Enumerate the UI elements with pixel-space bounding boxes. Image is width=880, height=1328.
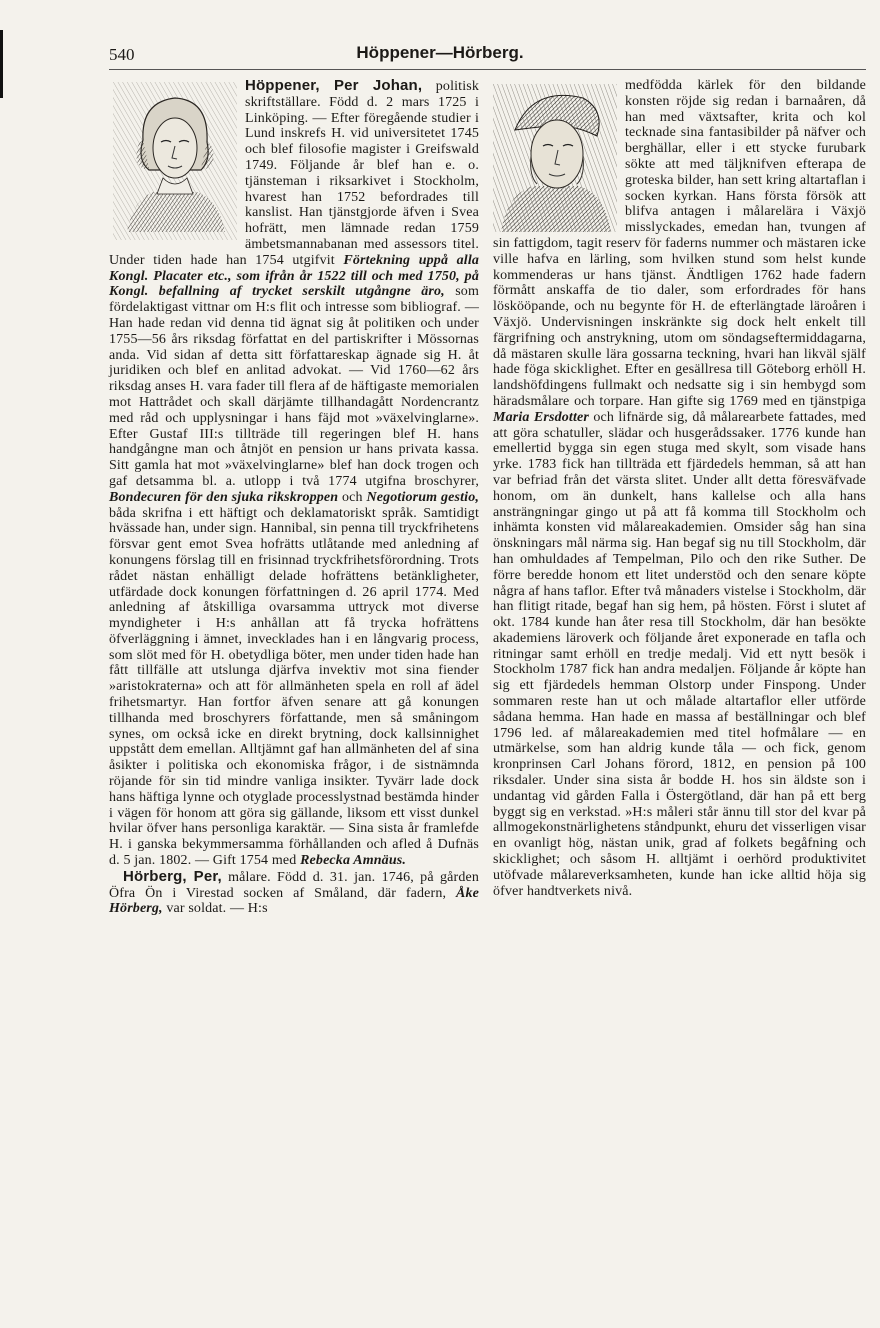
left-column [109,78,479,917]
running-head: Höppener—Hörberg. [356,43,524,62]
entry-name-italic: Maria Ersdotter [493,409,589,425]
entry-name-italic: Åke Hörberg, [109,885,479,917]
entry-text: och [338,489,367,505]
entry-name-italic: Rebecka Amnäus. [300,853,407,869]
page-number: 540 [109,45,135,64]
entry-headword-hoppener: Höppener, Per Johan, [245,77,423,94]
entry-text: var soldat. — H:s [162,901,268,917]
header-rule [109,69,866,70]
entry-text: och lifnärde sig, då målarearbete fattades, med att göra schatuller, slädar och husgerådssaker. 1776 kunde han emellertid bygga sin egen stuga med skylt, som visade hans yrke. 1783 fick han tillträda ett fjärdedels hemman, så att han var befriad från det värsta slitet. Under allt detta föresväfvade honom, om än dunkelt, hans kallelse och alla hans ansträngningar gingo ut på att få komma till Stockholm och inhämta konsten vid målareakademien. Omsider såg han sina önskningars mål närma sig. Han begaf sig nu till Stockholm, där han omhuldades af Tempelman, Pilo och den rike Suther. De förre beredde honom ett litet understöd och den senare köpte några af hans taflor. Efter två månaders vistelse i Stockholm, där han flitigt ritade, begaf han sig hem, på hösten. Först i slutet af okt. 1784 kunde han åter resa till Stockholm, där han besökte akademiens läroverk och följande året exponerade en tafla och ritningar samt erhöll en tredje medalj. Vid ett nytt besök i Stockholm 1787 fick han andra medaljen. Följande år köpte han sig ett fjärdedels hemman Olstorp under Finspong. Under sommaren reste han ut och målade altartaflor eller utförde sådana hemma. Han hade en massa af beställningar och blef 1796 led. af målareakademien med titel hofmålare — en utmärkelse, som han aldrig kunde tåla — och fick, genom kronprinsen Carl Johans förord, 1812, en pension på 100 riksdaler. Under sina sista år bodde H. hos sin äldste son i undantag vid gården Falla i Östergötland, där han på ett berg byggt sig en verkstad. »H:s måleri står ännu till stor del kvar på allmogekonstnärlighetens ståndpunkt, ehuru det visserligen visar en ovanligt hög, nästan unik, grad af folkets begåfning och skicklighet; och såsom H. alltjämt i oerhörd produktivitet utöfvade målareverksamheten, kunde han icke alltid höja sig öfver handtverkets nivå. [493,409,866,899]
entry-text: medfödda kärlek för den bildande konsten röjde sig redan i barnaåren, då han med växtsafter, krita och kol tecknade sina fantasibilder på näfver och berghällar, eller i ett stycke furubark sökte att med täljknifven efterapa de groteska bilder, han sett kring altartaflan i socken kyrkan. Hans första försök att blifva antagen i målarelära i Växjö misslyckades, emedan han, tvungen af sin fattigdom, tagit reserv för faderns nummer och mästaren icke ville hafva en lärling, som hvilken stund som helst kunde kommenderas ur hans tjänst. Ändtligen 1762 hade fadern förmått anskaffa de tio daler, som erfordrades för hans löskööpande, och nu begynte för H. de efterlängtade läroåren i Växjö. Undervisningen inskränkte sig dock helt enkelt till färgrifning och anstrykning, utom om söndagseftermiddagarna, då mästaren skulle lära gossarna teckning, hvari han likväl själf hade föga skicklighet. Efter en gesällresa till Göteborg erhöll H. landshöfdingens fullmakt och nedsatte sig i sin hembygd som häradsmålare och torpare. Han gifte sig 1769 med en tjänstpiga [493,78,866,409]
margin-edge-mark [0,30,3,98]
entry-headword-horberg: Hörberg, Per, [123,867,222,885]
entry-text: som fördelaktigast vittnar om H:s flit och intresse som bibliograf. — Han hade redan vid denna tid ägnat sig åt politiken och under 1755—56 års riksdag författat en del partiskrifter i Mössornas anda. Vid sidan af detta sitt författareskap ägnade sig H. åt juridiken och blef en anlitad advokat. — Vid 1760—62 års riksdag anses H. vara fader till flera af de häftigaste memorialen mot Hattrådet och skall därjämte tillhandagått Nordencrantz med råd och upplysningar i hans fäjd mot »växelvinglarne». Efter Gustaf III:s tillträde till regeringen blef H. hans handgångne man och åtnjöt en pension ur hans privata kassa. Sitt gamla hat mot »växelvinglarne» blef han dock trogen och gaf detsamma bl. a. utlopp i två 1774 utgifna broschyrer, [109,284,479,489]
right-column [493,78,866,899]
entry-title-italic: Bondecuren för den sjuka rikskroppen [109,489,339,505]
portrait-engraving-man-cap-icon [493,84,617,232]
entry-text: målare. Född d. 31. jan. 1746, på gården Öfra Ön i Virestad socken af Småland, där fadern, [109,869,479,901]
entry-text: båda skrifna i ett häftigt och deklamatoriskt språk. Samtidigt hvässade han, under sign. Hannibal, sin penna till tryckfrihetens försvar gent emot Svea hofrätts utlåtande med anledning af konungens förslag till en frisinnad tryckfrihetsförordning. Trots rådet nästan enhälligt delade hofrättens betänkligheter, utfärdade dock konungen författningen d. 26 april 1774. Med anledning af åtskilliga ovarsamma uttryck mot diverse myndigheter i H:s anhållan att få trycka hofrättens öfverläggning i ämnet, invecklades han i en långvarig process, som slöt med för H. obetydliga böter, men under tiden hade han fått tillfälle att utslunga djärfva invektiv mot sina fiender »aristokraterna» och att för allmänheten spela en roll af ädel frihetsmartyr. Han fortfor äfven senare att gå konungen tillhanda med broschyrers författande, men så småningom synes, om också icke en direkt brytning, dock kallsinnighet uppstått dem emellan. Alltjämnt gaf han allmänheten del af sina åsikter i politiska och ekonomiska frågor, i de sistnämnda röjande för sin tid mindre vanliga insikter. Tyvärr lade dock hans häftiga lynne och otyglade processlystnad bestämda hinder i vägen för honom att göra sig gällande, liksom ett visst dunkel hvilar öfver hans personliga karaktär. — Sina sista år framlefde H. i ganska bekymmersamma förhållanden och afled å Dufnäs d. 5 jan. 1802. — Gift 1754 med [109,505,479,869]
entry-title-italic: Förtekning uppå alla Kongl. Placater etc., som ifrån år 1522 till och med 1750, på Kongl. befallning af trycket serskilt utgångne äro, [109,252,480,300]
entry-text: politisk skriftställare. Född d. 2 mars 1725 i Linköping. — Efter föregående studier i Lund inskrefs H. vid universitetet 1745 och blef filosofie magister i Greifswald 1749. Följande år blef han e. o. tjänsteman i riksarkivet i Stockholm, hvarest han 1752 befordrades till kanslist. Han tjänstgjorde äfven i Svea hofrätt, men lämnade redan 1759 ämbetsmannabanan med assessors titel. Under tiden hade han 1754 utgifvit [109,79,479,268]
entry-title-italic: Negotiorum gestio, [366,489,479,505]
portrait-engraving-man-wig-icon [113,82,237,240]
